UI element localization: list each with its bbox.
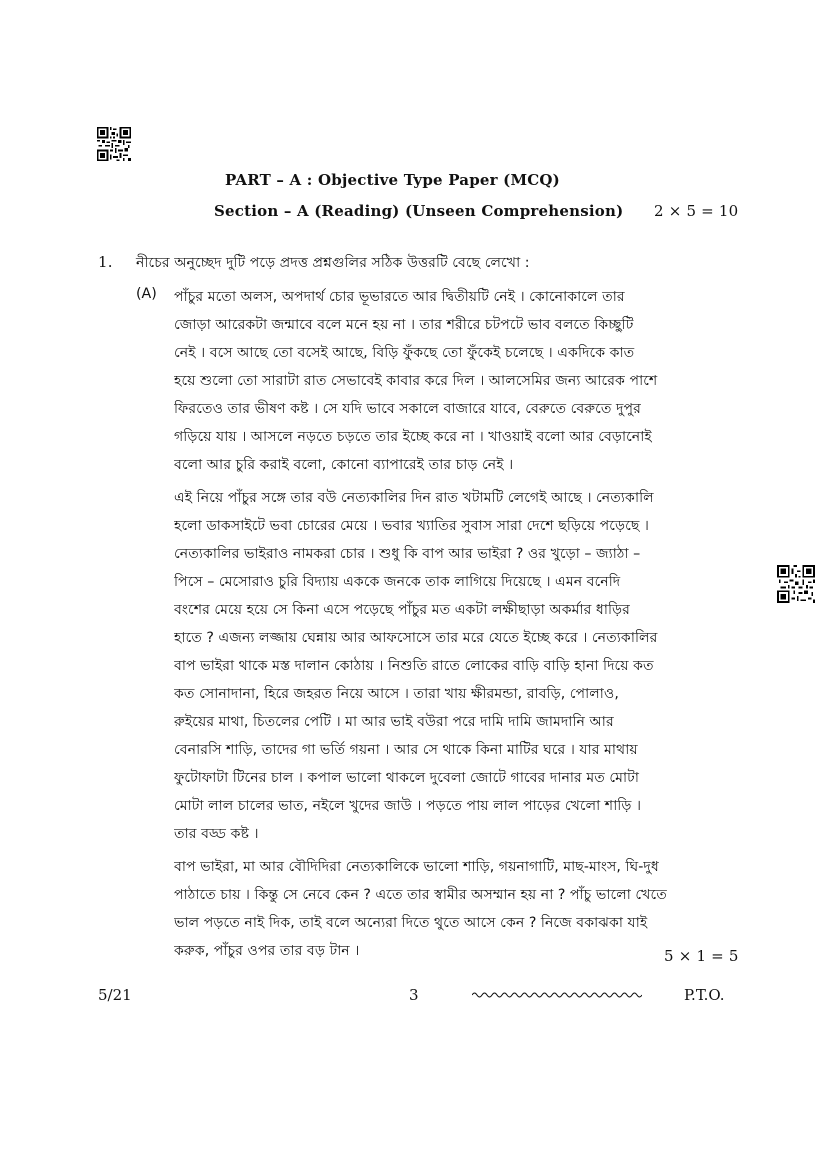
paragraph-line: রুইয়ের মাথা, চিতলের পেটি । মা আর ভাই বউরা পরে দামি দামি জামদানি আর xyxy=(174,714,614,730)
paragraph-line: বংশের মেয়ে হয়ে সে কিনা এসে পড়েছে পাঁচুর মত একটা লক্ষীছাড়া অকর্মার ধাড়ির xyxy=(174,602,630,618)
part-label: (A) xyxy=(136,286,157,302)
question-number: 1. xyxy=(98,253,113,271)
paragraph-line: নেত্যকালির ভাইরাও নামকরা চোর । শুধু কি বাপ আর ভাইরা ? ওর খুড়ো – জ্যাঠা – xyxy=(174,546,641,562)
paragraph-line: পাঁচুর মতো অলস, অপদার্থ চোর ভূভারতে আর দ্বিতীয়টি নেই । কোনোকালে তার xyxy=(174,289,625,305)
paragraph-line: বলো আর চুরি করাই বলো, কোনো ব্যাপারেই তার চাড় নেই । xyxy=(174,457,514,473)
section-marks: 2 × 5 = 10 xyxy=(654,202,739,220)
paragraph-line: পিসে – মেসোরাও চুরি বিদ্যায় এককে জনকে তাক লাগিয়ে দিয়েছে । এমন বনেদি xyxy=(174,574,621,590)
wavy-line xyxy=(472,990,642,1000)
paragraph-line: জোড়া আরেকটা জন্মাবে বলে মনে হয় না । তার শরীরে চটপটে ভাব বলতে কিচ্ছুটি xyxy=(174,317,634,333)
paragraph-line: হয়ে শুলো তো সারাটা রাত সেভাবেই কাবার করে দিল । আলসেমির জন্য আরেক পাশে xyxy=(174,373,658,389)
paragraph-line: পাঠাতে চায় । কিন্তু সে নেবে কেন ? এতে তার স্বামীর অসম্মান হয় না ? পাঁচু ভালো খেতে xyxy=(174,887,667,903)
paragraph-line: ফুটোফাটা টিনের চাল । কপাল ভালো থাকলে দুবেলা জোটে গাবের দানার মত মোটা xyxy=(174,770,639,786)
part-title: PART – A : Objective Type Paper (MCQ) xyxy=(225,171,560,189)
paragraph-line: মোটা লাল চালের ভাত, নইলে খুদের জাউ । পড়তে পায় লাল পাড়ের খেলো শাড়ি । xyxy=(174,798,642,814)
paragraph-line: করুক, পাঁচুর ওপর তার বড় টান । xyxy=(174,943,360,959)
paragraph-line: বাপ ভাইরা, মা আর বৌদিদিরা নেত্যকালিকে ভালো শাড়ি, গয়নাগাটি, মাছ-মাংস, ঘি-দুধ xyxy=(174,859,659,875)
paragraph-line: বেনারসি শাড়ি, তাদের গা ভর্তি গয়না । আর সে থাকে কিনা মাটির ঘরে । যার মাথায় xyxy=(174,742,638,758)
paragraph-line: এই নিয়ে পাঁচুর সঙ্গে তার বউ নেত্যকালির দিন রাত খটামটি লেগেই আছে । নেত্যকালি xyxy=(174,490,654,506)
paragraph-line: হলো ডাকসাইটে ভবা চোরের মেয়ে । ভবার খ্যাতির সুবাস সারা দেশে ছড়িয়ে পড়েছে । xyxy=(174,518,650,534)
paragraph-line: গড়িয়ে যায় । আসলে নড়তে চড়তে তার ইচ্ছে করে না । খাওয়াই বলো আর বেড়ানোই xyxy=(174,429,652,445)
paragraph-line: কত সোনাদানা, হিরে জহরত নিয়ে আসে । তারা খায় ক্ষীরমন্ডা, রাবড়ি, পোলাও, xyxy=(174,686,619,702)
side-qr-code-icon xyxy=(777,565,815,603)
paragraph-line: হাতে ? এজন্য লজ্জায় ঘেন্নায় আর আফসোসে তার মরে যেতে ইচ্ছে করে । নেত্যকালির xyxy=(174,630,658,646)
paragraph-line: বাপ ভাইরা থাকে মস্ত দালান কোঠায় । নিশুতি রাতে লোকের বাড়ি বাড়ি হানা দিয়ে কত xyxy=(174,658,654,674)
question-marks: 5 × 1 = 5 xyxy=(664,947,739,965)
paragraph-line: নেই । বসে আছে তো বসেই আছে, বিড়ি ফুঁকছে তো ফুঁকেই চলেছে । একদিকে কাত xyxy=(174,345,635,361)
paper-code: 5/21 xyxy=(98,986,132,1004)
page-number: 3 xyxy=(409,986,419,1004)
paragraph-line: ভাল পড়তে নাই দিক, তাই বলে অন্যেরা দিতে থুতে আসে কেন ? নিজে বকাঝকা যাই xyxy=(174,915,648,931)
question-instruction: নীচের অনুচ্ছেদ দুটি পড়ে প্রদত্ত প্রশ্নগুলির সঠিক উত্তরটি বেছে লেখো : xyxy=(136,255,530,271)
section-title: Section – A (Reading) (Unseen Comprehension) xyxy=(214,202,624,220)
top-qr-code-icon xyxy=(97,127,131,161)
paragraph-line: তার বড্ড কষ্ট । xyxy=(174,826,259,842)
pto-label: P.T.O. xyxy=(684,986,725,1004)
paragraph-line: ফিরতেও তার ভীষণ কষ্ট । সে যদি ভাবে সকালে বাজারে যাবে, বেরুতে বেরুতে দুপুর xyxy=(174,401,641,417)
